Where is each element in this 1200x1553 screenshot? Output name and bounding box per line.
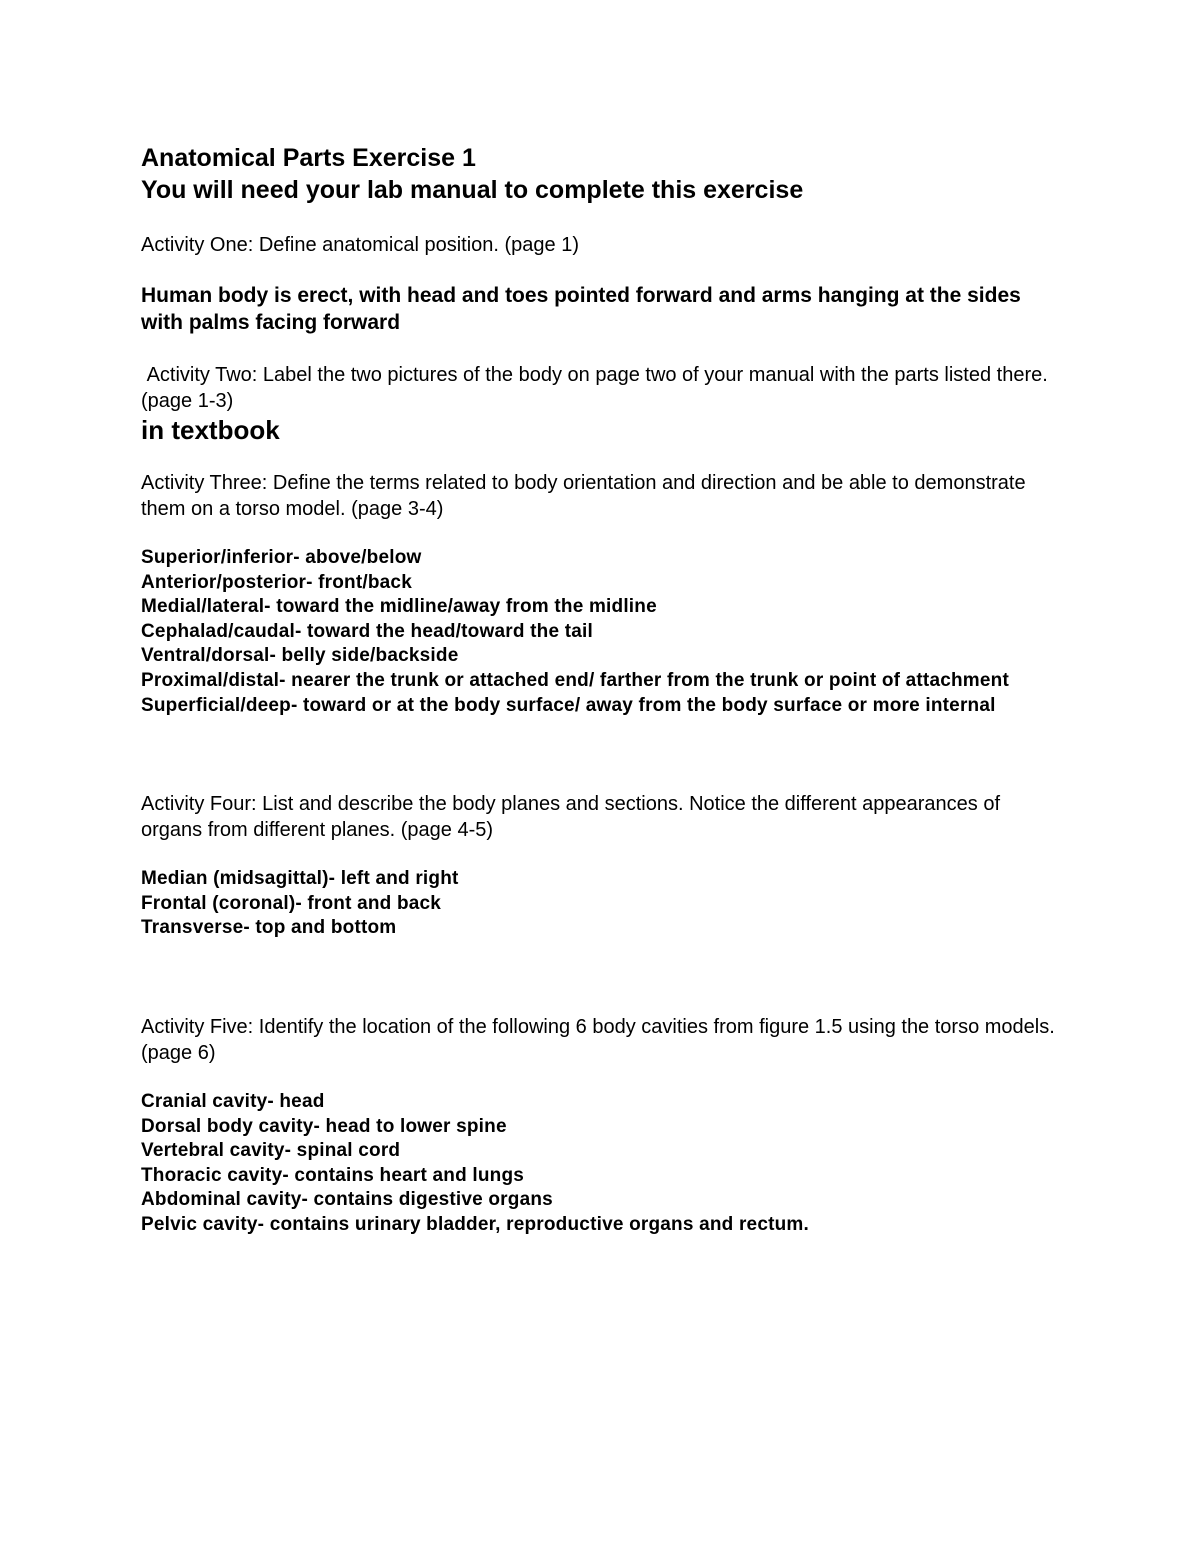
list-item: Pelvic cavity- contains urinary bladder, reproductive organs and rectum. bbox=[141, 1213, 809, 1235]
list-item: Proximal/distal- nearer the trunk or attached end/ farther from the trunk or point of attachment bbox=[141, 669, 1009, 691]
list-item: Abdominal cavity- contains digestive organs bbox=[141, 1189, 553, 1211]
activity-three-prompt: Activity Three: Define the terms related to body orientation and direction and be able to demonstrate them on a torso model. (page 3-4) bbox=[141, 472, 1026, 520]
list-item: Cranial cavity- head bbox=[141, 1090, 325, 1112]
document-page bbox=[141, 142, 1066, 1238]
list-item: Medial/lateral- toward the midline/away from the midline bbox=[141, 596, 657, 618]
activity-three-list bbox=[141, 546, 1066, 718]
activity-four-list bbox=[141, 867, 1066, 941]
activity-five-list bbox=[141, 1090, 1066, 1238]
activity-one-answer: Human body is erect, with head and toes pointed forward and arms hanging at the sides with palms facing forward bbox=[141, 284, 1021, 334]
list-item: Median (midsagittal)- left and right bbox=[141, 868, 459, 890]
activity-five-prompt: Activity Five: Identify the location of the following 6 body cavities from figure 1.5 using the torso models. (page 6) bbox=[141, 1015, 1055, 1064]
list-item: Cephalad/caudal- toward the head/toward the tail bbox=[141, 620, 593, 642]
activity-four-prompt: Activity Four: List and describe the body planes and sections. Notice the different appearances of organs from different planes. (page 4-5) bbox=[141, 793, 1001, 842]
document-subtitle: You will need your lab manual to complete this exercise bbox=[141, 176, 804, 204]
list-item: Dorsal body cavity- head to lower spine bbox=[141, 1115, 507, 1137]
activity-one-prompt: Activity One: Define anatomical position. (page 1) bbox=[141, 234, 579, 256]
list-item: Superior/inferior- above/below bbox=[141, 547, 422, 568]
list-item: Vertebral cavity- spinal cord bbox=[141, 1140, 401, 1162]
list-item: Transverse- top and bottom bbox=[141, 917, 397, 939]
list-item: Frontal (coronal)- front and back bbox=[141, 892, 442, 914]
list-item: Anterior/posterior- front/back bbox=[141, 571, 412, 593]
list-item: Superficial/deep- toward or at the body surface/ away from the body surface or more internal bbox=[141, 694, 996, 716]
list-item: Thoracic cavity- contains heart and lungs bbox=[141, 1164, 525, 1186]
document-title: Anatomical Parts Exercise 1 bbox=[141, 144, 476, 172]
activity-two-prompt: Activity Two: Label the two pictures of the body on page two of your manual with the parts listed there. (page 1-3) bbox=[141, 364, 1054, 412]
activity-two-answer: in textbook bbox=[141, 415, 280, 445]
list-item: Ventral/dorsal- belly side/backside bbox=[141, 645, 459, 667]
